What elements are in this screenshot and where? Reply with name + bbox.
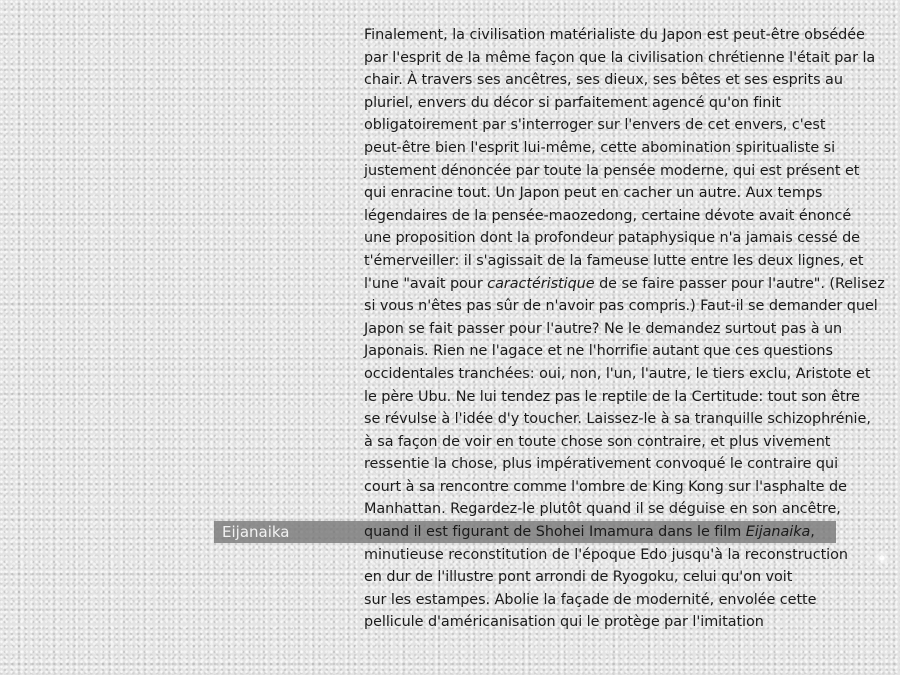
text-line: à sa façon de voir en toute chose son contraire, et plus vivement <box>364 433 831 450</box>
text-line: sur les estampes. Abolie la façade de modernité, envolée cette <box>364 591 817 608</box>
text-line: pluriel, envers du décor si parfaitement agencé qu'on finit <box>364 94 781 111</box>
highlight-label[interactable]: Eijanaika <box>222 523 290 541</box>
text-line: Japon se fait passer pour l'autre? Ne le demandez surtout pas à un <box>364 320 843 337</box>
text-line: t'émerveiller: il s'agissait de la fameuse lutte entre les deux lignes, et <box>364 252 864 269</box>
text-line: quand il est figurant de Shohei Imamura dans le film Eijanaika, <box>364 524 815 541</box>
italic-term: caractéristique <box>487 275 595 292</box>
text-line: occidentales tranchées: oui, non, l'un, l'autre, le tiers exclu, Aristote et <box>364 365 871 382</box>
text-line: l'une "avait pour caractéristique de se faire passer pour l'autre". (Relisez <box>364 275 885 292</box>
text-line: par l'esprit de la même façon que la civilisation chrétienne l'était par la <box>364 49 876 66</box>
text-line: si vous n'êtes pas sûr de n'avoir pas compris.) Faut-il se demander quel <box>364 298 878 315</box>
text-line: Finalement, la civilisation matérialiste du Japon est peut-être obsédée <box>364 27 865 43</box>
sparkle-decoration <box>872 548 892 568</box>
text-line: une proposition dont la profondeur pataphysique n'a jamais cessé de <box>364 230 860 247</box>
text-line: en dur de l'illustre pont arrondi de Ryogoku, celui qu'on voit <box>364 569 793 586</box>
text-line: justement dénoncée par toute la pensée moderne, qui est présent et <box>364 162 860 179</box>
text-line: qui enracine tout. Un Japon peut en cacher un autre. Aux temps <box>364 185 823 202</box>
text-line: obligatoirement par s'interroger sur l'envers de cet envers, c'est <box>364 117 826 134</box>
text-line: ressentie la chose, plus impérativement convoqué le contraire qui <box>364 456 839 473</box>
text-line: chair. À travers ses ancêtres, ses dieux, ses bêtes et ses esprits au <box>364 72 843 89</box>
film-title: Eijanaika <box>745 524 811 541</box>
text-line: pellicule d'américanisation qui le protège par l'imitation <box>364 614 764 631</box>
body-paragraph <box>364 24 894 634</box>
text-line: Japonais. Rien ne l'agace et ne l'horrifie autant que ces questions <box>364 343 833 360</box>
text-line: se révulse à l'idée d'y toucher. Laissez-le à sa tranquille schizophrénie, <box>364 411 871 428</box>
text-line: peut-être bien l'esprit lui-même, cette abomination spiritualiste si <box>364 139 836 156</box>
text-line: minutieuse reconstitution de l'époque Edo jusqu'à la reconstruction <box>364 546 848 563</box>
text-line: court à sa rencontre comme l'ombre de King Kong sur l'asphalte de <box>364 478 847 495</box>
text-line: légendaires de la pensée-maozedong, certaine dévote avait énoncé <box>364 207 852 224</box>
text-line: Manhattan. Regardez-le plutôt quand il se déguise en son ancêtre, <box>364 501 841 518</box>
text-line: le père Ubu. Ne lui tendez pas le reptile de la Certitude: tout son être <box>364 388 860 405</box>
